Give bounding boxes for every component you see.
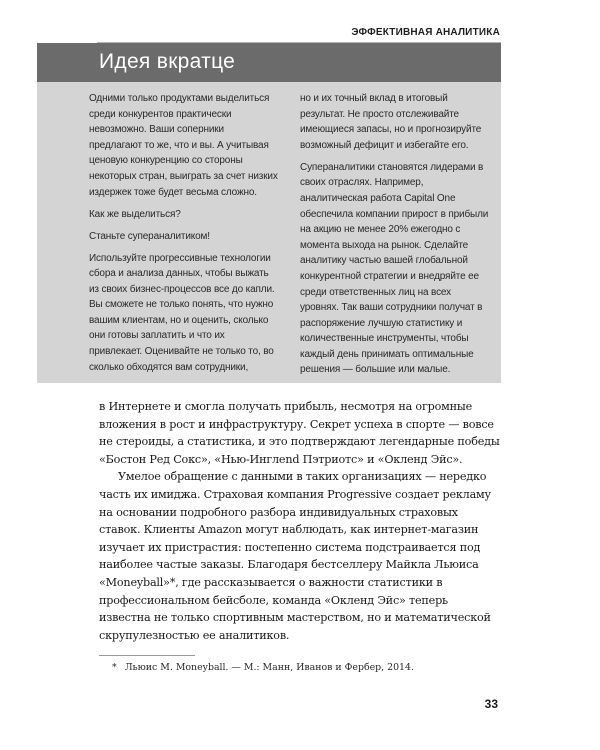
- body-paragraph: в Интернете и смогла получать прибыль, несмотря на огромные вложения в рост и инфраструктуру. Секрет успеха в спорте — вовсе не стероиды, а статистика, и это подтверждают легендарные победы «Бостон Ред Сокс», «Нью-Инглend Пэтриотс» и «Окленд Эйс».: [99, 400, 500, 466]
- footnote-marker: *: [112, 662, 117, 673]
- idea-right-paragraph: но и их точный вклад в итоговый результат. Не просто отслеживайте имеющиеся запасы, но и прогнозируйте возможный дефицит и избегайте его.: [300, 93, 482, 151]
- idea-summary-box: [37, 43, 501, 383]
- idea-left-paragraph: Станьте супераналитиком!: [89, 230, 210, 242]
- idea-right-column: [300, 91, 490, 384]
- idea-left-paragraph: Используйте прогрессивные технологии сбора и анализа данных, чтобы выжать из своих бизнес-процессов все до капли. Вы сможете не только понять, что нужно вашим клиентам, но и оценить, сколько они готовы заплатить и что их привлекает. Оценивайте не только то, во сколько обходятся вам сотрудники,: [89, 252, 275, 373]
- footnote-text: Льюис М. Moneyball. — М.: Манн, Иванов и Фербер, 2014.: [124, 662, 414, 673]
- running-head: ЭФФЕКТИВНАЯ АНАЛИТИКА: [351, 27, 500, 38]
- idea-left-column: [89, 91, 279, 382]
- idea-title: Идея вкратце: [99, 50, 236, 73]
- body-paragraph: Умелое обращение с данными в таких организациях — нередко часть их имиджа. Страховая компания Progressive создает рекламу на основании подробного разбора индивидуальных страховых ставок. Клиенты Amazon могут наблюдать, как интернет-магазин изучает их пристрастия: постепенно система подстраивается под наиболее частые заказы. Благодаря бестселлеру Майкла Льюиса «Moneyball»*, где рассказывается о важности статистики в профессиональном бейсболе, команда «Окленд Эйс» теперь известна не только спортивным мастерством, но и математической скрупулезностью ее аналитиков.: [99, 470, 491, 642]
- idea-right-paragraph: Супераналитики становятся лидерами в своих отраслях. Например, аналитическая работа Capital One обеспечила компании прирост в прибыли на акцию не менее 20% ежегодно с момента выхода на рынок. Сделайте аналитику частью вашей глобальной конкурентной стратегии и внедряйте ее среди ответственных лиц на всех уровнях. Так ваши сотрудники получат в распоряжение лучшую статистику и количественные инструменты, чтобы каждый день принимать оптимальные решения — большие или малые.: [300, 161, 489, 376]
- page-number: 33: [484, 697, 498, 711]
- idea-title-bar: [37, 43, 501, 82]
- body-text: [99, 398, 501, 644]
- footnote-rule: [99, 655, 195, 656]
- idea-left-paragraph: Одними только продуктами выделиться среди конкурентов практически невозможно. Ваши соперники предлагают то же, что и вы. А учитывая ценовую конкуренцию со стороны некоторых стран, выиграть за счет низких издержек тоже будет весьма сложно.: [89, 93, 278, 198]
- footnote: [112, 662, 502, 673]
- idea-left-paragraph: Как же выделиться?: [89, 208, 181, 220]
